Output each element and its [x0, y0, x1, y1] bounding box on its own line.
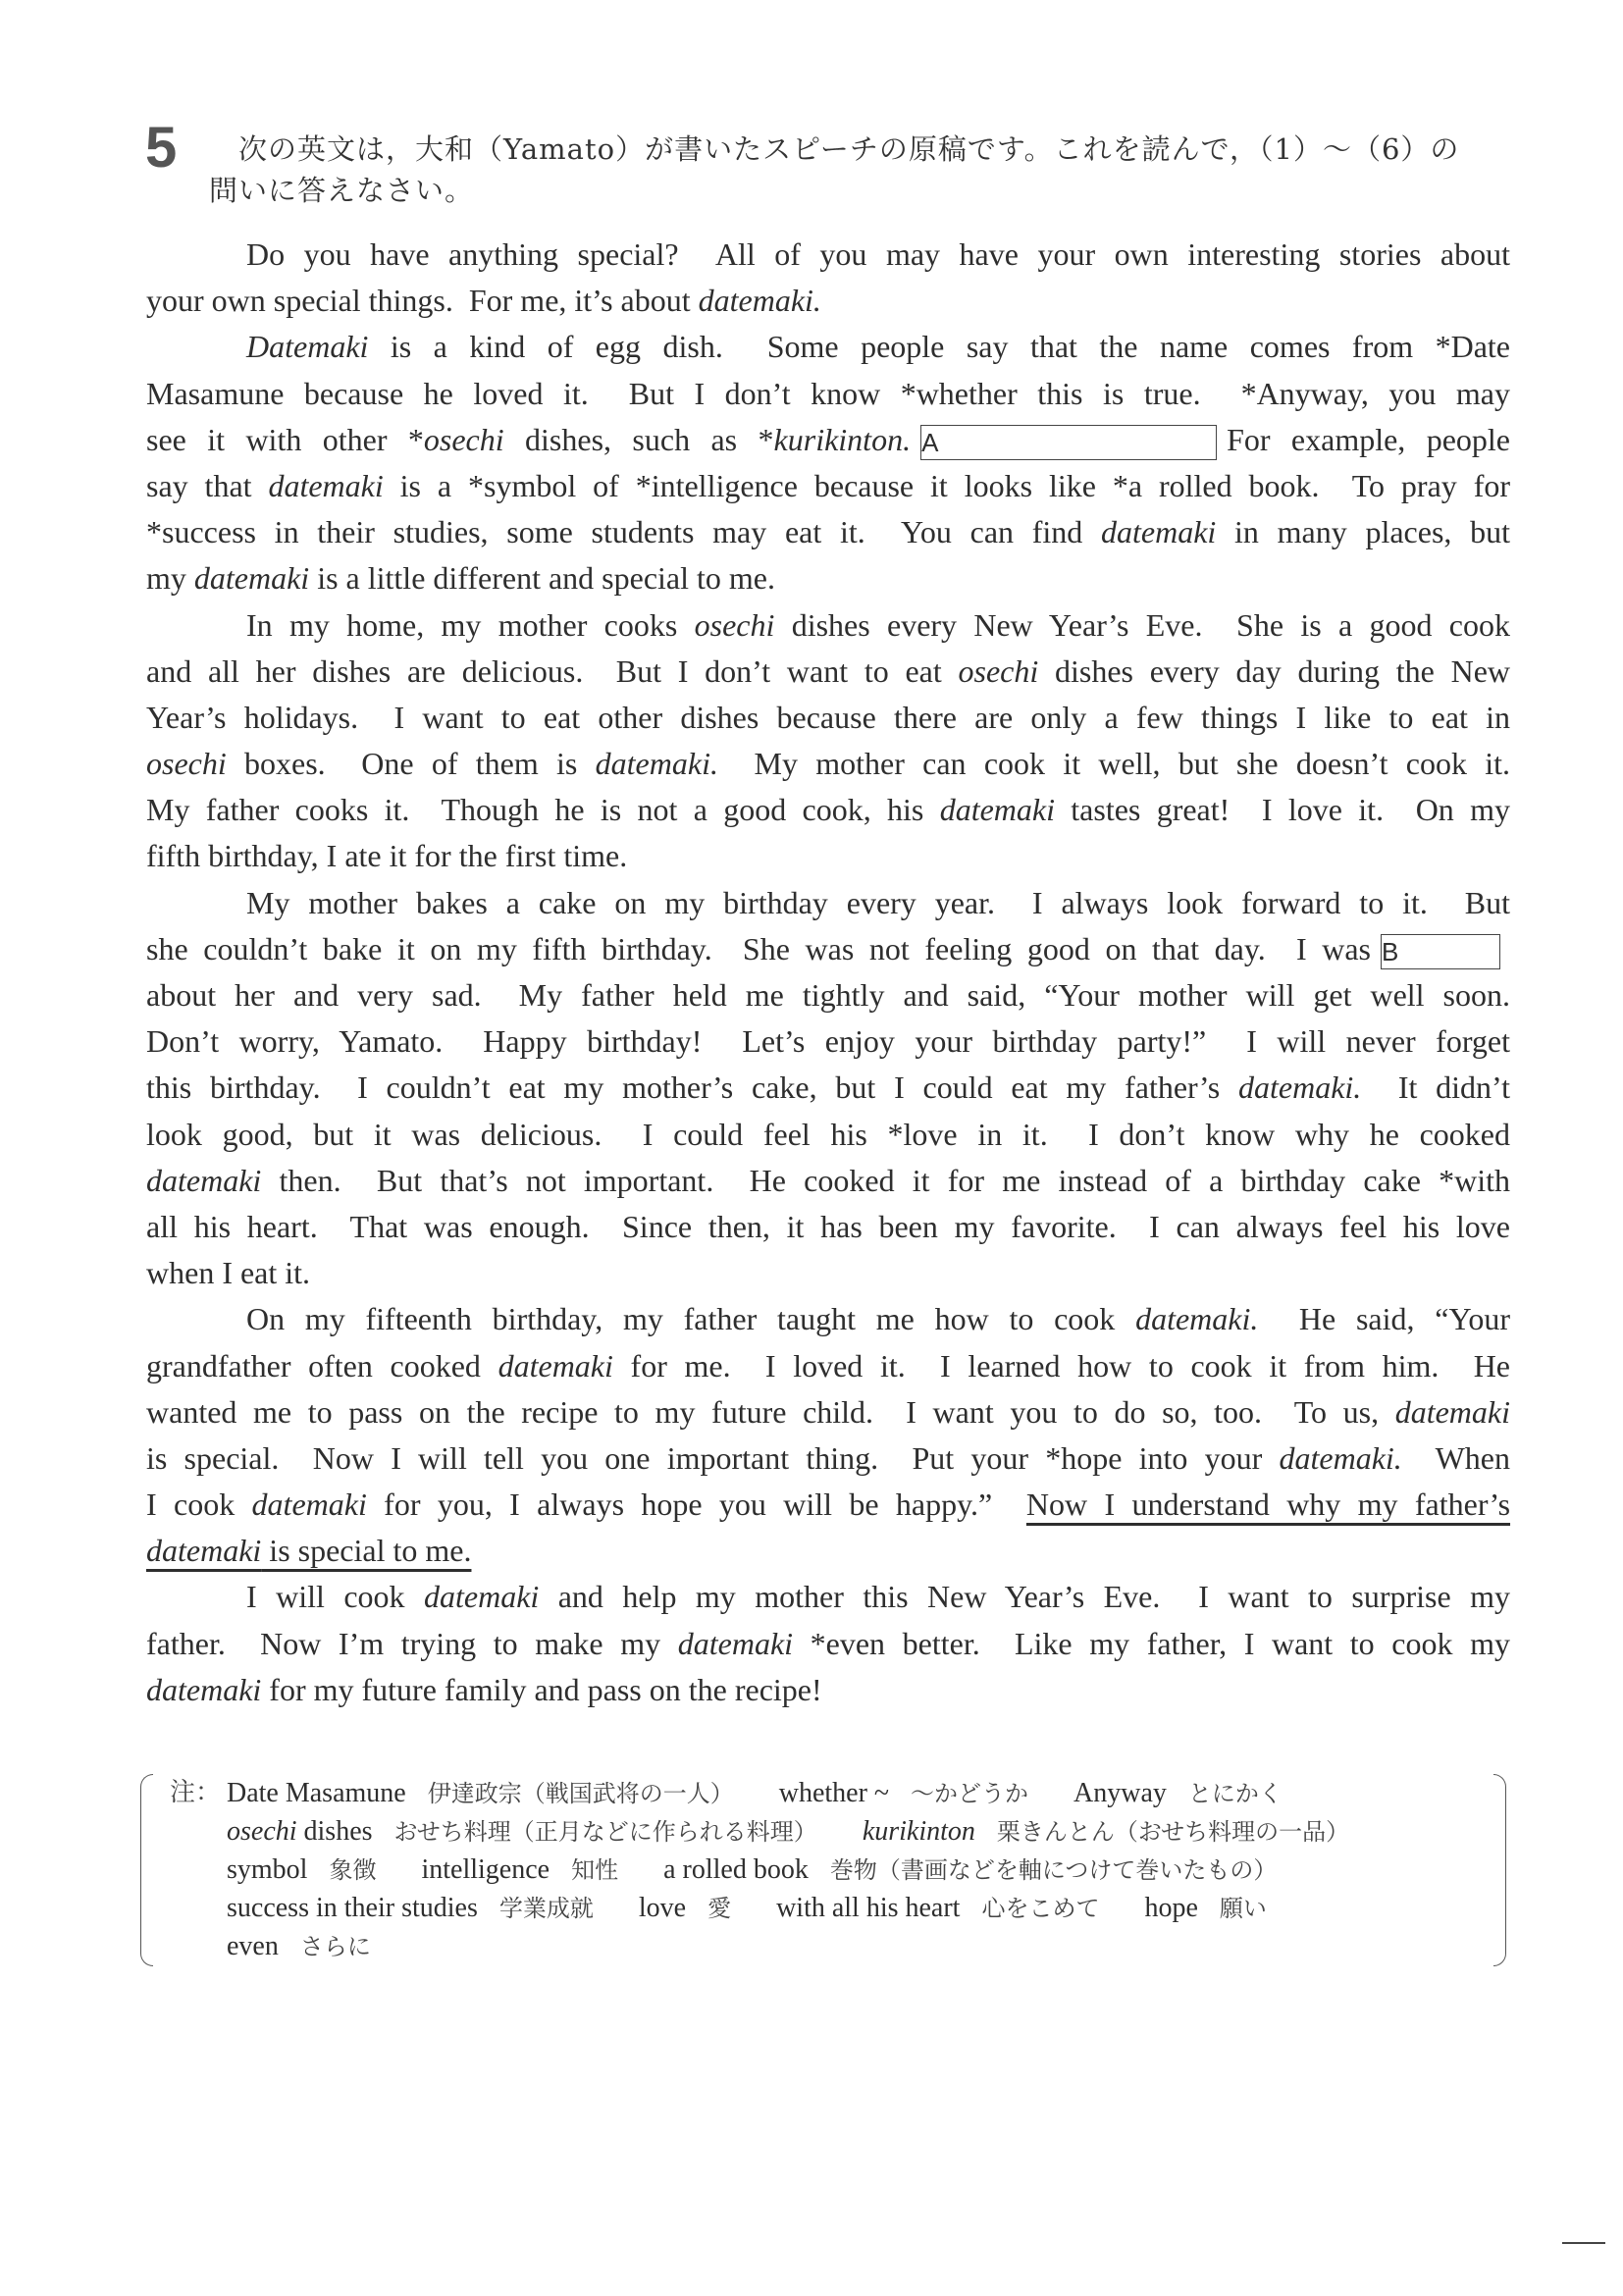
note-entry — [227, 1812, 817, 1852]
passage-text: is a kind of egg dish. Some people say that the name comes from *Date — [368, 329, 1510, 365]
passage-text: father. Now I’m trying to make my — [146, 1625, 678, 1661]
passage-text: osechi — [958, 652, 1039, 689]
note-entry — [421, 1851, 618, 1890]
passage-text: wanted me to pass on the recipe to my future child. I want you to do so, too. To us, — [146, 1393, 1395, 1430]
passage-text: datemaki. — [1135, 1301, 1259, 1337]
note-entry — [227, 1889, 594, 1928]
passage-text: she couldn’t bake it on my fifth birthday. She was not feeling good on that day. I was — [146, 930, 1371, 966]
passage-text: Datemaki — [246, 329, 369, 365]
passage-text: In my home, my mother cooks — [246, 606, 695, 643]
passage-line — [146, 1528, 1510, 1574]
note-translation: 願い — [1219, 1895, 1267, 1922]
passage-text: my — [146, 560, 194, 597]
passage-line — [146, 741, 1510, 787]
passage-line — [146, 1574, 1510, 1620]
note-translation: 伊達政宗（戦国武将の一人） — [427, 1780, 734, 1807]
note-translation: さらに — [299, 1933, 371, 1960]
passage-text: your own special things. For me, it’s about — [146, 283, 699, 319]
note-entry — [639, 1889, 731, 1928]
passage-line — [146, 602, 1510, 649]
passage-line — [146, 371, 1510, 417]
right-bracket — [1493, 1774, 1506, 1966]
passage-text: datemaki — [1394, 1393, 1510, 1430]
passage-text: datemaki — [193, 560, 310, 597]
passage-text: for my future family and pass on the recipe! — [261, 1671, 822, 1707]
note-entry — [663, 1851, 1277, 1890]
note-entry — [863, 1812, 1349, 1852]
note-term: Anyway — [1073, 1778, 1167, 1808]
passage-text: datemaki. — [698, 283, 821, 319]
passage-text: all his heart. That was enough. Since then, it has been my favorite. I can always feel his love — [146, 1208, 1510, 1244]
passage-text: osechi — [146, 746, 227, 782]
passage-line — [146, 1065, 1510, 1111]
answer-blank-b: B — [1381, 934, 1500, 969]
passage-text: is a little different and special to me. — [309, 560, 775, 597]
passage-text: dishes, such as * — [503, 421, 774, 457]
passage-text: It didn’t — [1361, 1070, 1511, 1106]
note-entry — [227, 1774, 734, 1813]
passage-line — [146, 1343, 1510, 1389]
passage-text: When — [1401, 1439, 1511, 1476]
passage-text: is special. Now I will tell you one important thing. Put your *hope into your — [146, 1439, 1280, 1476]
note-term: Date Masamune — [227, 1778, 406, 1808]
notes-label: 注： — [170, 1778, 222, 1807]
passage-line — [146, 555, 1510, 601]
note-entry — [1144, 1889, 1266, 1928]
passage-line — [146, 1250, 1510, 1296]
passage-line — [146, 649, 1510, 695]
note-term: love — [638, 1893, 687, 1923]
passage-line — [146, 324, 1510, 370]
notes-row — [227, 1889, 1312, 1927]
note-translation: 知性 — [571, 1856, 619, 1884]
note-translation: 心をこめて — [981, 1895, 1100, 1922]
passage-text: and help my mother this New Year’s Eve. I want to surprise my — [539, 1579, 1511, 1615]
note-translation: 愛 — [707, 1895, 732, 1922]
passage-text: datemaki — [677, 1625, 794, 1661]
note-term: symbol — [227, 1854, 308, 1885]
passage-text: is a *symbol of *intelligence because it looks like *a rolled book. To pray for — [383, 467, 1511, 503]
passage-text: datemaki. — [595, 746, 718, 782]
note-entry — [1073, 1774, 1283, 1813]
passage-line — [146, 1158, 1510, 1204]
note-entry — [776, 1889, 1099, 1928]
passage-text: datemaki — [939, 792, 1055, 828]
left-bracket — [140, 1774, 153, 1966]
note-term: intelligence — [421, 1854, 550, 1885]
note-translation: 象徴 — [329, 1856, 377, 1884]
passage-line — [146, 1482, 1510, 1528]
passage-line — [146, 926, 1510, 972]
passage-line — [146, 463, 1510, 509]
passage-text: On my fifteenth birthday, my father taught me how to cook — [246, 1301, 1136, 1337]
passage-line — [146, 1435, 1510, 1482]
passage-line — [146, 509, 1510, 555]
note-term: success in their studies — [227, 1893, 478, 1923]
note-term: even — [227, 1931, 279, 1961]
page-dash — [1562, 2242, 1605, 2244]
passage-text: dishes every New Year’s Eve. She is a good cook — [774, 606, 1511, 643]
passage-line — [146, 1018, 1510, 1065]
passage-text: datemaki. — [1279, 1439, 1402, 1476]
passage-text: datemaki — [423, 1579, 540, 1615]
passage-text: I will cook — [246, 1579, 424, 1615]
passage-line — [146, 1112, 1510, 1158]
note-term: with all his heart — [776, 1893, 961, 1923]
passage-text: dishes every day during the New — [1038, 652, 1511, 689]
passage-text: Do you have anything special? All of you may have your own interesting stories about — [246, 236, 1510, 272]
passage-text: for you, I always hope you will be happy.” — [366, 1487, 1026, 1523]
speech-passage — [146, 232, 1510, 1713]
passage-line — [146, 1667, 1510, 1713]
underlined-text: is special to me. — [261, 1533, 472, 1569]
passage-text: see it with other * — [146, 421, 424, 457]
question-number: 5 — [145, 116, 178, 180]
passage-text: For example, people — [1227, 421, 1510, 457]
passage-text: then. But that’s not important. He cooked it for me instead of a birthday cake *with — [261, 1162, 1510, 1198]
note-entry — [227, 1927, 371, 1966]
question-instruction-continued: 問いに答えなさい。 — [209, 174, 475, 207]
answer-blank-a: A — [920, 425, 1217, 460]
note-translation: 巻物（書画などを軸につけて巻いたもの） — [829, 1856, 1278, 1884]
passage-text: fifth birthday, I ate it for the first time. — [146, 838, 628, 874]
vocabulary-notes — [140, 1774, 1506, 1966]
passage-text: about her and very sad. My father held me tightly and said, “Your mother will get well soon. — [146, 977, 1510, 1013]
passage-line — [146, 417, 1510, 463]
passage-text: datemaki — [1101, 514, 1217, 550]
question-instruction: 次の英文は，大和（Yamato）が書いたスピーチの原稿です。これを読んで，（1）～（6）の — [238, 132, 1460, 166]
passage-text: He said, “Your — [1258, 1301, 1511, 1337]
underlined-text: datemaki — [146, 1533, 262, 1569]
note-translation: ～かどうか — [911, 1780, 1029, 1807]
notes-row — [227, 1851, 1322, 1889]
note-term: dishes — [296, 1816, 373, 1847]
note-translation: とにかく — [1187, 1780, 1283, 1807]
note-translation: おせち料理（正月などに作られる料理） — [393, 1818, 817, 1846]
note-term: hope — [1144, 1893, 1198, 1923]
note-term: a rolled book — [663, 1854, 809, 1885]
passage-text: Year’s holidays. I want to eat other dishes because there are only a few things I like to eat in — [146, 699, 1510, 735]
passage-text: osechi — [694, 606, 775, 643]
note-translation: 学業成就 — [498, 1895, 594, 1922]
passage-line — [146, 232, 1510, 278]
passage-text: and all her dishes are delicious. But I don’t want to eat — [146, 652, 959, 689]
passage-text: boxes. One of them is — [226, 746, 596, 782]
note-entry — [227, 1851, 376, 1890]
passage-line — [146, 1204, 1510, 1250]
passage-text: datemaki — [251, 1487, 367, 1523]
notes-row — [227, 1927, 416, 1965]
passage-line — [146, 1389, 1510, 1435]
notes-row — [227, 1774, 1328, 1812]
passage-line — [146, 695, 1510, 741]
passage-text: datemaki — [497, 1347, 613, 1383]
passage-text: Don’t worry, Yamato. Happy birthday! Let’s enjoy your birthday party!” I will never forget — [146, 1023, 1510, 1060]
passage-text: datemaki. — [1238, 1070, 1362, 1106]
passage-text: datemaki — [268, 467, 384, 503]
note-term-italic: osechi — [227, 1816, 297, 1847]
passage-line — [146, 278, 1510, 324]
passage-text: osechi — [423, 421, 504, 457]
passage-text: I cook — [146, 1487, 252, 1523]
passage-text: My father cooks it. Though he is not a good cook, his — [146, 792, 940, 828]
passage-text: in many places, but — [1216, 514, 1511, 550]
note-term: whether ~ — [778, 1778, 890, 1808]
passage-text: when I eat it. — [146, 1255, 311, 1291]
passage-text: datemaki — [146, 1671, 262, 1707]
passage-text: look good, but it was delicious. I could feel his *love in it. I don’t know why he cooked — [146, 1116, 1510, 1152]
passage-text: *success in their studies, some students may eat it. You can find — [146, 514, 1102, 550]
passage-text: kurikinton. — [773, 421, 912, 457]
passage-text: say that — [146, 467, 269, 503]
passage-line — [146, 833, 1510, 879]
passage-text: My mother can cook it well, but she doesn’t cook it. — [717, 746, 1511, 782]
passage-text: datemaki — [146, 1162, 262, 1198]
underlined-text: Now I understand why my father’s — [1025, 1487, 1511, 1523]
passage-text: grandfather often cooked — [146, 1347, 498, 1383]
passage-text: Masamune because he loved it. But I don’t know *whether this is true. *Anyway, you may — [146, 375, 1510, 411]
passage-text: My mother bakes a cake on my birthday every year. I always look forward to it. But — [246, 884, 1510, 920]
passage-text: tastes great! I love it. On my — [1054, 792, 1511, 828]
passage-line — [146, 1296, 1510, 1342]
passage-text: for me. I loved it. I learned how to cook it from him. He — [612, 1347, 1511, 1383]
note-term-italic: kurikinton — [862, 1816, 975, 1847]
passage-line — [146, 787, 1510, 833]
passage-line — [146, 880, 1510, 926]
note-translation: 栗きんとん（おせち料理の一品） — [996, 1818, 1350, 1846]
passage-line — [146, 972, 1510, 1018]
note-entry — [779, 1774, 1028, 1813]
passage-line — [146, 1621, 1510, 1667]
notes-row — [227, 1812, 1394, 1851]
passage-text: *even better. Like my father, I want to cook my — [793, 1625, 1511, 1661]
passage-text: this birthday. I couldn’t eat my mother’s cake, but I could eat my father’s — [146, 1070, 1238, 1106]
